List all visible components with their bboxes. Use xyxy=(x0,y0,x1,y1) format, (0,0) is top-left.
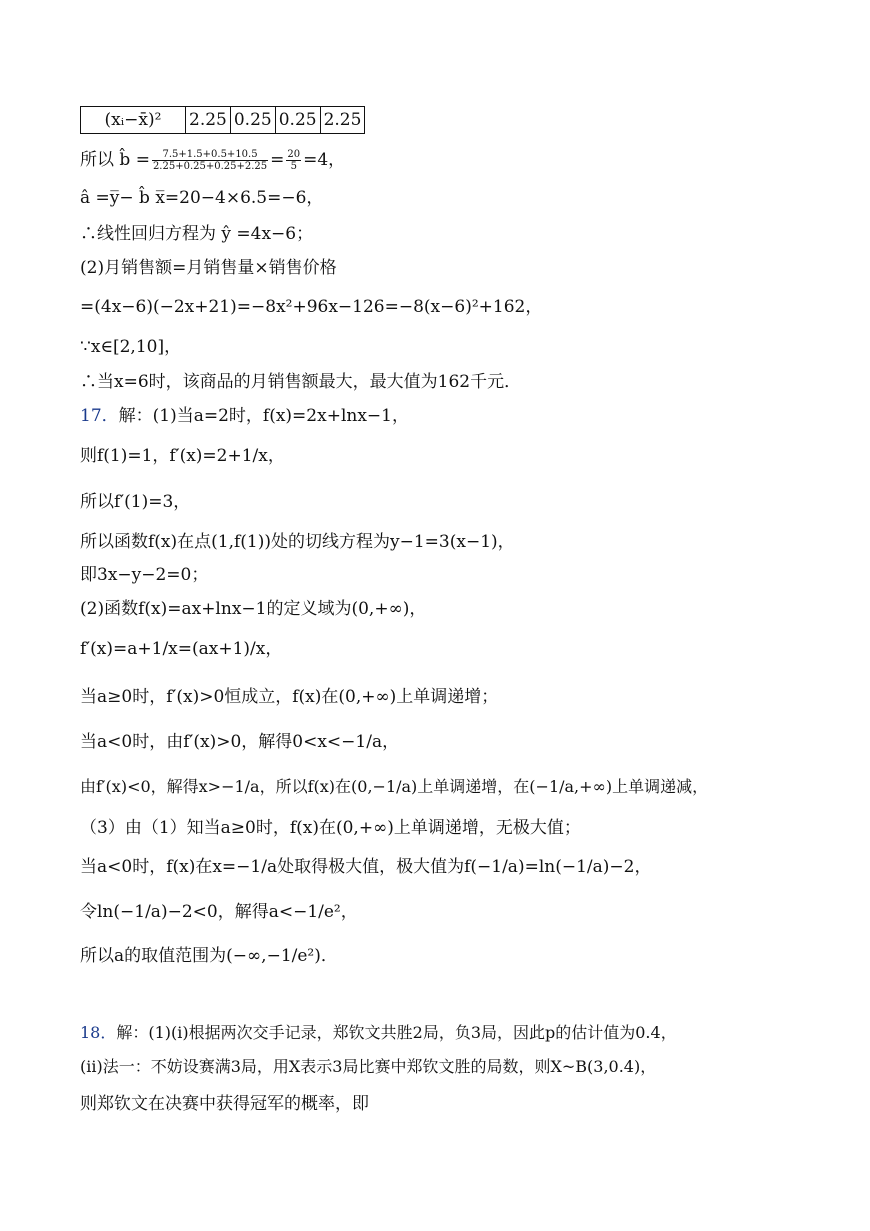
solution-line: 所以函数f(x)在点(1,f(1))处的切线方程为y−1=3(x−1)， xyxy=(80,532,515,552)
solution-line: 则f(1)=1，f′(x)=2+1/x， xyxy=(80,446,285,466)
solution-line: ∴当x=6时，该商品的月销售额最大，最大值为162千元． xyxy=(80,372,522,392)
solution-line: 所以a的取值范围为(−∞,−1/e²)． xyxy=(80,946,338,966)
question-number: 18． xyxy=(80,1023,117,1042)
solution-line: =(4x−6)(−2x+21)=−8x²+96x−126=−8(x−6)²+162， xyxy=(80,297,543,317)
table-row xyxy=(81,107,365,134)
slope-prefix: 所以 b̂ = xyxy=(80,150,150,170)
solution-line: 即3x−y−2=0； xyxy=(80,565,209,585)
fraction-numerator: 20 xyxy=(287,149,301,160)
solution-line: 由f′(x)<0，解得x>−1/a，所以f(x)在(0,−1/a)上单调递增，在(−1/a,+∞)上单调递减， xyxy=(80,777,709,796)
question-text: 解：(1)(i)根据两次交手记录，郑钦文共胜2局，负3局，因此p的估计值为0.4， xyxy=(116,1023,677,1042)
question-number: 17． xyxy=(80,406,119,426)
solution-line: 令ln(−1/a)−2<0，解得a<−1/e²， xyxy=(80,902,358,922)
slope-line xyxy=(80,148,345,172)
fraction-denominator: 2.25+0.25+0.25+2.25 xyxy=(152,161,268,172)
table-cell: 0.25 xyxy=(275,107,320,134)
solution-line: 当a<0时，f(x)在x=−1/a处取得极大值，极大值为f(−1/a)=ln(−1/a)−2， xyxy=(80,857,652,877)
slope-result: =4， xyxy=(303,150,346,170)
solution-line: â =y̅− b̂ x̅=20−4×6.5=−6， xyxy=(80,188,324,208)
solution-line: 当a≥0时，f′(x)>0恒成立，f(x)在(0,+∞)上单调递增； xyxy=(80,687,499,707)
solution-line: ∵x∈[2,10]， xyxy=(80,337,182,357)
solution-line: 所以f′(1)=3， xyxy=(80,492,191,512)
table-header-cell: (xᵢ−x̄)² xyxy=(81,107,186,134)
solution-line: f′(x)=a+1/x=(ax+1)/x， xyxy=(80,639,283,659)
slope-fraction xyxy=(152,149,268,172)
fraction-numerator: 7.5+1.5+0.5+10.5 xyxy=(152,149,268,161)
table-cell: 2.25 xyxy=(186,107,231,134)
solution-line: ∴线性回归方程为 ŷ =4x−6； xyxy=(80,224,314,244)
solution-line: (ii)法一：不妨设赛满3局，用X表示3局比赛中郑钦文胜的局数，则X~B(3,0.4)， xyxy=(80,1057,657,1076)
solution-line: (2)月销售额=月销售量×销售价格 xyxy=(80,258,337,278)
question-text: 解：(1)当a=2时，f(x)=2x+lnx−1， xyxy=(118,406,409,426)
deviation-table xyxy=(80,106,365,134)
question-17-heading xyxy=(80,404,409,428)
equals-sign: = xyxy=(270,150,285,170)
solution-line: 则郑钦文在决赛中获得冠军的概率，即 xyxy=(80,1094,369,1114)
slope-fraction-simplified xyxy=(286,149,301,172)
solution-line: （3）由（1）知当a≥0时，f(x)在(0,+∞)上单调递增，无极大值； xyxy=(80,818,581,838)
solution-line: (2)函数f(x)=ax+lnx−1的定义域为(0,+∞)， xyxy=(80,599,427,619)
table-cell: 0.25 xyxy=(230,107,275,134)
table-cell: 2.25 xyxy=(320,107,365,134)
question-18-heading xyxy=(80,1021,677,1045)
solution-line: 当a<0时，由f′(x)>0，解得0<x<−1/a， xyxy=(80,732,400,752)
fraction-denominator: 5 xyxy=(290,161,297,172)
